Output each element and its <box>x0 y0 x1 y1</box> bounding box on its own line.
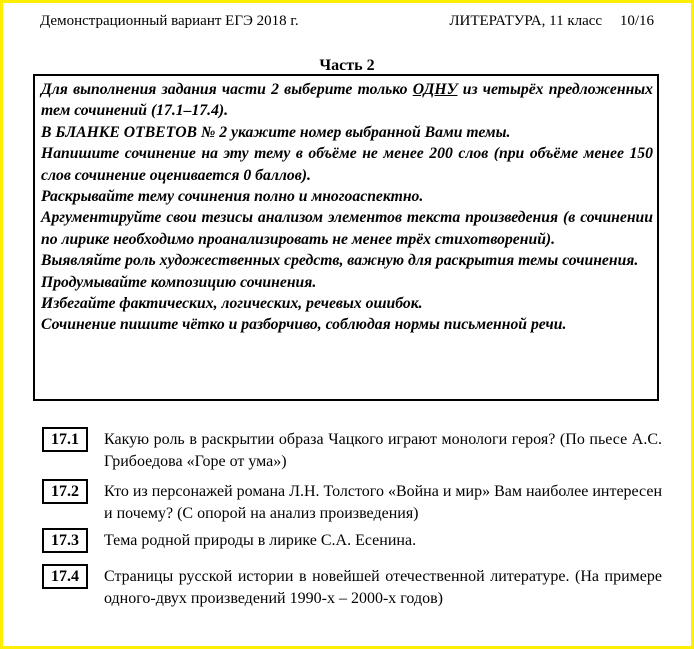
header-right <box>435 13 654 30</box>
instruction-3: Напишите сочинение на эту тему в объёме не менее 200 слов (при объёме менее 150 слов сочинение оценивается 0 баллов). <box>41 145 653 184</box>
instruction-1-emphasis: ОДНУ <box>412 81 458 98</box>
instruction-7: Продумывайте композицию сочинения. <box>41 273 317 291</box>
instructions-box <box>33 74 659 401</box>
instruction-9: Сочинение пишите чётко и разборчиво, соблюдая нормы письменной речи. <box>41 316 567 334</box>
topic-number: 17.2 <box>42 479 88 504</box>
instruction-1-start: Для выполнения задания части 2 выберите только <box>41 81 413 98</box>
instruction-4: Раскрывайте тему сочинения полно и многоаспектно. <box>41 188 424 206</box>
page-header <box>40 13 654 33</box>
topic-number: 17.1 <box>42 427 88 452</box>
instruction-1-end: из четырёх предложенных тем сочинений (17.1–17.4). <box>41 81 654 120</box>
topic-17-1 <box>42 427 662 473</box>
instruction-6: Выявляйте роль художественных средств, важную для раскрытия темы сочинения. <box>41 252 639 270</box>
topic-text: Тема родной природы в лирике С.А. Есенина. <box>104 532 417 549</box>
instruction-5: Аргументируйте свои тезисы анализом элементов текста произведения (в сочинении по лирике необходимо проанализировать не менее трёх стихотворений). <box>41 209 653 248</box>
topic-17-4 <box>42 564 662 610</box>
part-title: Часть 2 <box>319 57 375 74</box>
instruction-8: Избегайте фактических, логических, речевых ошибок. <box>41 295 423 313</box>
instruction-2: В БЛАНКЕ ОТВЕТОВ № 2 укажите номер выбранной Вами темы. <box>41 123 511 141</box>
topic-number: 17.4 <box>42 564 88 589</box>
topic-text: Страницы русской истории в новейшей отечественной литературе. (На примере одного-двух произведений 1990-х – 2000-х годов) <box>104 568 662 607</box>
topic-17-2 <box>42 479 662 525</box>
topic-number: 17.3 <box>42 528 88 553</box>
topic-text: Какую роль в раскрытии образа Чацкого играют монологи героя? (По пьесе А.С. Грибоедова «Горе от ума») <box>104 431 662 470</box>
exam-title: Демонстрационный вариант ЕГЭ 2018 г. <box>40 13 299 29</box>
instruction-1 <box>41 79 653 122</box>
topic-17-3 <box>42 528 662 554</box>
subject-label: ЛИТЕРАТУРА, 11 класс <box>449 13 603 29</box>
page-number: 10/16 <box>619 13 654 29</box>
topic-text: Кто из персонажей романа Л.Н. Толстого «Война и мир» Вам наиболее интересен и почему? (С опорой на анализ произведения) <box>104 483 663 522</box>
